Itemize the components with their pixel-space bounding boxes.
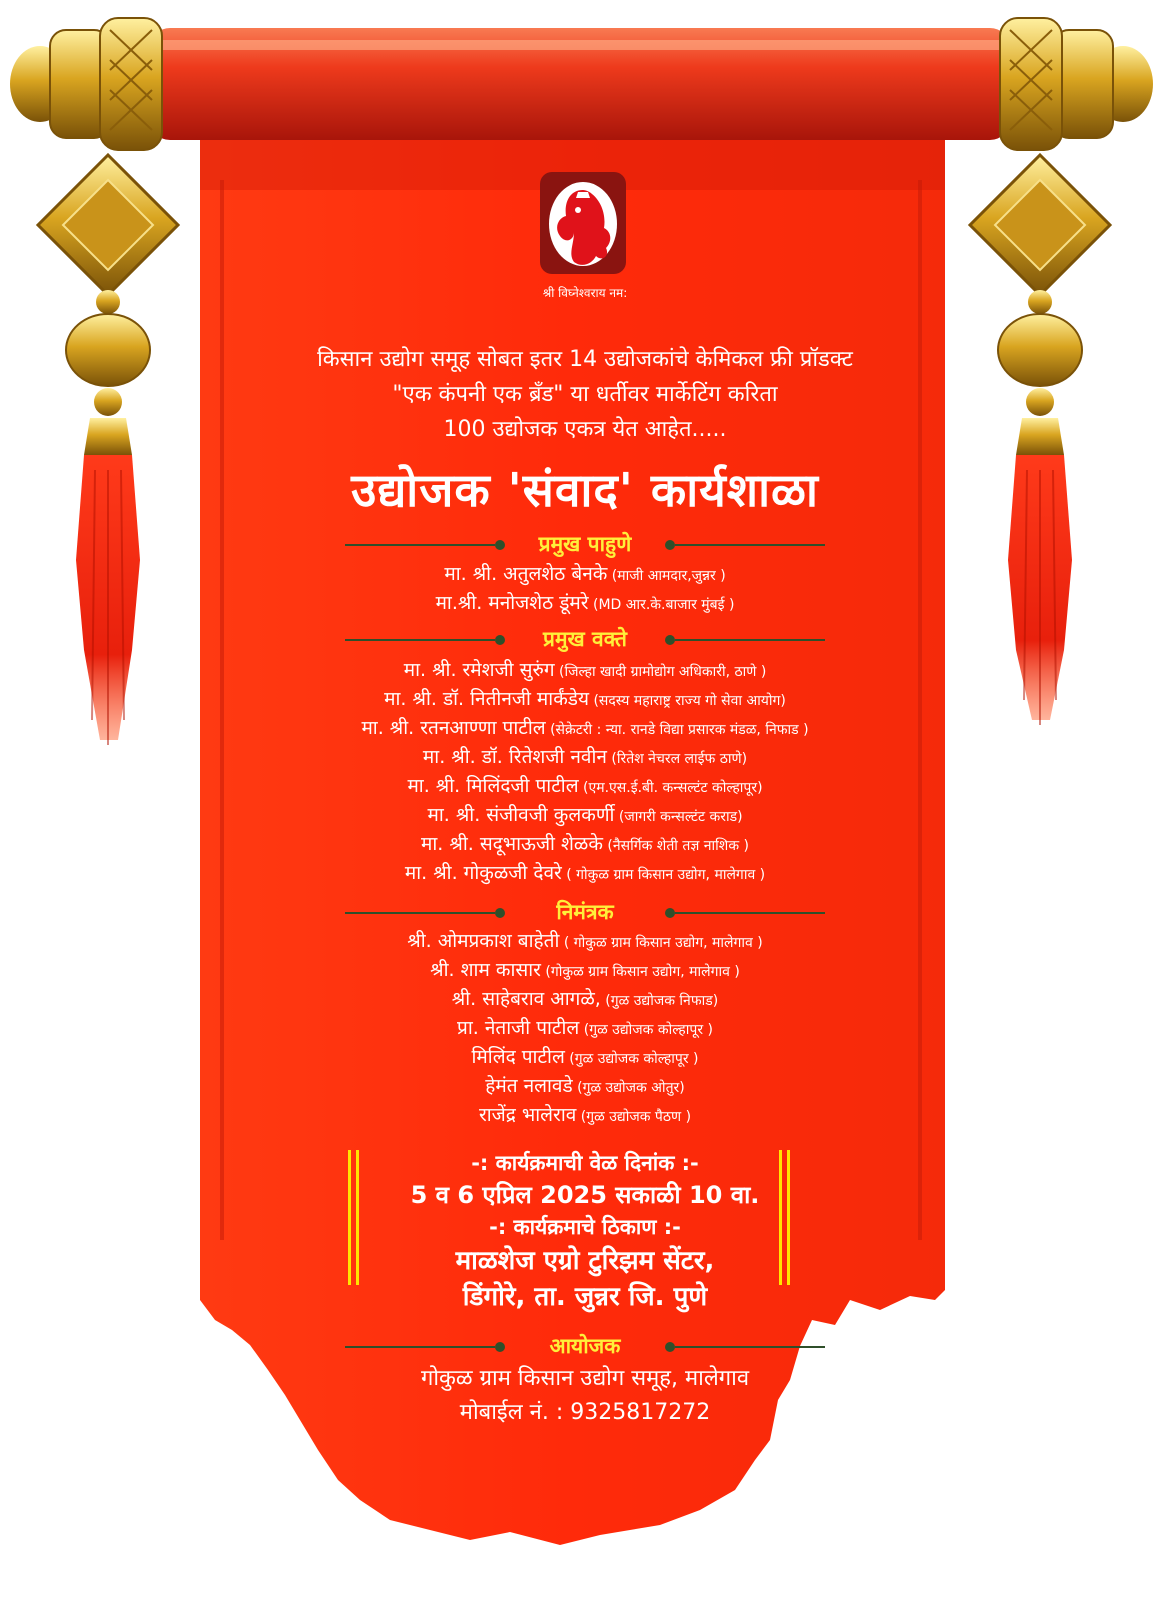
organizer-name: गोकुळ ग्राम किसान उद्योग समूह, मालेगाव: [420, 1366, 750, 1391]
divider: [675, 912, 825, 914]
section-heading-speakers: [345, 626, 825, 652]
organizer-mobile: मोबाईल नं. : 9325817272: [459, 1400, 711, 1425]
organizer-info: [205, 1362, 965, 1430]
section-label: प्रमुख पाहुणे: [538, 532, 632, 556]
divider-dot: [495, 540, 505, 550]
list-item: प्रा. नेताजी पाटील (गुळ उद्योजक कोल्हापूर ): [457, 1017, 713, 1039]
list-item: मिलिंद पाटील (गुळ उद्योजक कोल्हापूर ): [471, 1046, 699, 1068]
divider: [675, 544, 825, 546]
list-item: मा.श्री. मनोजशेठ डूंमरे (MD आर.के.बाजार मुंबई ): [435, 592, 735, 614]
list-item: मा. श्री. डॉ. रितेशजी नवीन (रितेश नेचरल लाईफ ठाणे): [422, 746, 748, 768]
divider-dot: [665, 540, 675, 550]
list-item: श्री. ओमप्रकाश बाहेती ( गोकुळ ग्राम किसान उद्योग, मालेगाव ): [407, 930, 763, 952]
divider: [675, 639, 825, 641]
list-item: मा. श्री. सदूभाऊजी शेळके (नैसर्गिक शेती तज्ञ नाशिक ): [421, 833, 749, 855]
section-heading-organizer: [345, 1333, 825, 1359]
event-title: उद्योजक 'संवाद' कार्यशाळा: [351, 463, 819, 517]
intro-line: 100 उद्योजक एकत्र येत आहेत.....: [443, 417, 727, 442]
divider-dot: [665, 635, 675, 645]
list-item: राजेंद्र भालेराव (गुळ उद्योजक पैठण ): [478, 1104, 692, 1126]
hosts-list: [205, 927, 965, 1130]
event-time-value: 5 व 6 एप्रिल 2025 सकाळी 10 वा.: [410, 1181, 760, 1209]
section-label: आयोजक: [549, 1334, 621, 1358]
divider-dot: [495, 1342, 505, 1352]
section-heading-hosts: [345, 899, 825, 925]
divider: [675, 1346, 825, 1348]
event-time-label: -: कार्यक्रमाची वेळ दिनांक :-: [471, 1151, 699, 1175]
list-item: मा. श्री. रतनआण्णा पाटील (सेक्रेटरी : न्या. रानडे विद्या प्रसारक मंडळ, निफाड ): [361, 717, 809, 739]
divider: [345, 544, 495, 546]
divider: [345, 912, 495, 914]
list-item: श्री. शाम कासार (गोकुळ ग्राम किसान उद्योग, मालेगाव ): [430, 959, 740, 981]
divider-dot: [495, 635, 505, 645]
divider-dot: [495, 908, 505, 918]
divider-dot: [665, 1342, 675, 1352]
right-ornament: [970, 155, 1110, 725]
speakers-list: [205, 656, 965, 888]
guests-list: [205, 560, 965, 618]
event-venue-line1: माळशेज एग्रो टुरिझम सेंटर,: [455, 1246, 715, 1276]
event-details: [205, 1148, 965, 1315]
intro-line: "एक कंपनी एक ब्रँड" या धर्तीवर मार्केटिंग करिता: [392, 382, 778, 407]
divider: [345, 1346, 495, 1348]
event-venue-line2: डिंगोरे, ता. जुन्नर जि. पुणे: [462, 1282, 708, 1312]
intro-text: [205, 342, 965, 447]
list-item: मा. श्री. रमेशजी सुरुंग (जिल्हा खादी ग्रामोद्योग अधिकारी, ठाणे ): [403, 659, 767, 681]
section-heading-guests: [345, 531, 825, 557]
event-venue-label: -: कार्यक्रमाचे ठिकाण :-: [489, 1215, 681, 1239]
list-item: मा. श्री. डॉ. नितीनजी मार्कंडेय (सदस्य महाराष्ट्र राज्य गो सेवा आयोग): [384, 688, 786, 710]
list-item: श्री. साहेबराव आगळे, (गुळ उद्योजक निफाड): [451, 988, 719, 1010]
list-item: मा. श्री. संजीवजी कुलकर्णी (जागरी कन्सल्टंट कराड): [427, 804, 743, 826]
left-ornament: [38, 155, 178, 745]
divider: [345, 639, 495, 641]
ganesha-icon: [540, 172, 626, 280]
section-label: प्रमुख वक्ते: [543, 627, 627, 651]
list-item: मा. श्री. गोकुळजी देवरे ( गोकुळ ग्राम किसान उद्योग, मालेगाव ): [404, 862, 766, 884]
logo-caption: श्री विघ्नेश्वराय नम:: [542, 286, 628, 300]
intro-line: किसान उद्योग समूह सोबत इतर 14 उद्योजकांचे केमिकल फ्री प्रॉडक्ट: [317, 347, 853, 372]
scroll-rod: [10, 18, 1153, 150]
section-label: निमंत्रक: [556, 900, 614, 924]
list-item: मा. श्री. मिलिंदजी पाटील (एम.एस.ई.बी. कन्सल्टंट कोल्हापूर): [407, 775, 763, 797]
list-item: हेमंत नलावडे (गुळ उद्योजक ओतुर): [485, 1075, 685, 1097]
divider-dot: [665, 908, 675, 918]
list-item: मा. श्री. अतुलशेठ बेनके (माजी आमदार,जुन्नर ): [444, 563, 726, 585]
